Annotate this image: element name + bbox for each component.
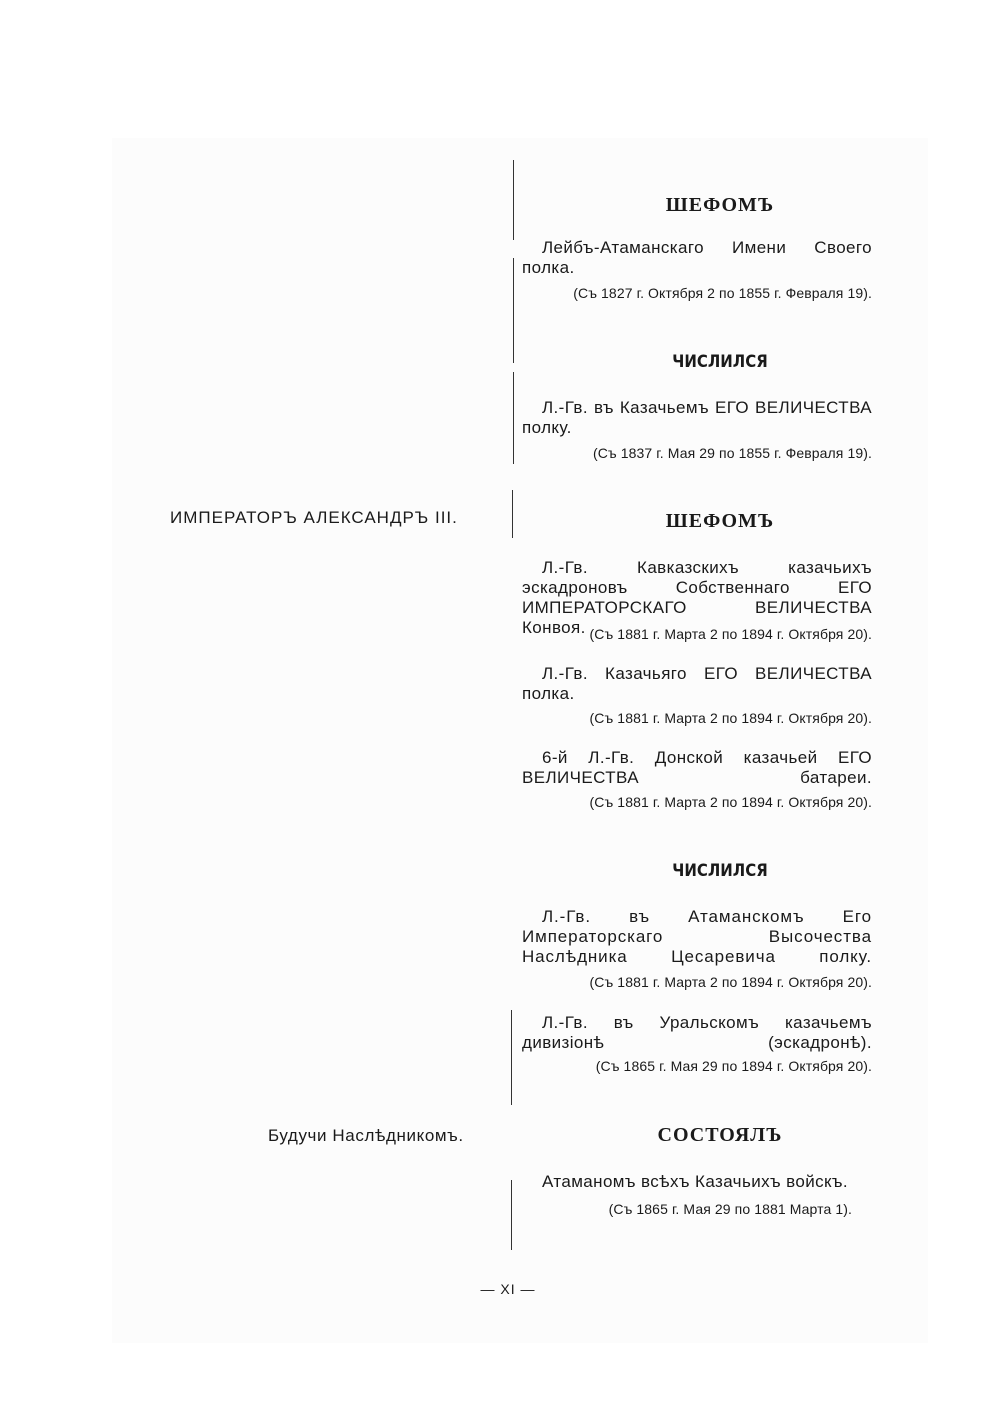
column-divider: [513, 258, 514, 363]
emperor-name: ИМПЕРАТОРЪ АЛЕКСАНДРЪ III.: [170, 508, 458, 527]
section-heading-consisted: СОСТОЯЛЪ: [657, 1124, 783, 1146]
service-entry-text: Атаманомъ всѣхъ Казачьихъ войскъ.: [542, 1172, 849, 1191]
service-entry-date: (Съ 1881 г. Марта 2 по 1894 г. Октября 20).: [589, 974, 872, 990]
service-entry-text: Лейбъ-Атаманскаго Имени Своего полка.: [522, 238, 872, 277]
service-entry-date: (Съ 1881 г. Марта 2 по 1894 г. Октября 20).: [589, 710, 872, 726]
service-entry-date: (Съ 1881 г. Марта 2 по 1894 г. Октября 20).: [589, 626, 872, 642]
page-number: — XI —: [480, 1281, 536, 1297]
service-entry-text: Л.-Гв. въ Казачьемъ ЕГО ВЕЛИЧЕСТВА полку.: [522, 398, 872, 437]
service-entry-date: (Съ 1865 г. Мая 29 по 1894 г. Октября 20).: [595, 1058, 872, 1074]
section-heading-enlisted: ЧИСЛИЛСЯ: [672, 352, 768, 372]
service-entry-text: 6-й Л.-Гв. Донской казачьей ЕГО ВЕЛИЧЕСТВА батареи.: [522, 748, 872, 787]
service-entry-text: Л.-Гв. въ Атаманскомъ Его Императорскаго Высочества Наслѣдника Цесаревича полку.: [522, 907, 872, 966]
service-entry-date: (Съ 1827 г. Октября 2 по 1855 г. Февраля 19).: [573, 285, 872, 301]
column-divider: [513, 372, 514, 464]
page-scan-area: [112, 138, 928, 1343]
section-heading-chief: ШЕФОМЪ: [665, 194, 775, 216]
section-heading-enlisted: ЧИСЛИЛСЯ: [672, 861, 768, 881]
column-divider: [511, 1180, 512, 1250]
service-entry-date: (Съ 1865 г. Мая 29 по 1881 Марта 1).: [608, 1201, 852, 1217]
service-entry-text: Л.-Гв. Кавказскихъ казачьихъ эскадроновъ Собственнаго ЕГО ИМПЕРАТОРСКАГО ВЕЛИЧЕСТВА Конвоя.: [522, 558, 872, 637]
service-entry-date: (Съ 1837 г. Мая 29 по 1855 г. Февраля 19).: [592, 445, 872, 461]
service-entry-text: Л.-Гв. Казачьяго ЕГО ВЕЛИЧЕСТВА полка.: [522, 664, 872, 703]
service-entry-text: Л.-Гв. въ Уральскомъ казачьемъ дивизіонѣ (эскадронѣ).: [522, 1013, 872, 1052]
column-divider: [511, 1010, 512, 1105]
heir-label: Будучи Наслѣдникомъ.: [268, 1126, 464, 1145]
section-heading-chief: ШЕФОМЪ: [665, 510, 775, 532]
service-entry-date: (Съ 1881 г. Марта 2 по 1894 г. Октября 20).: [589, 794, 872, 810]
